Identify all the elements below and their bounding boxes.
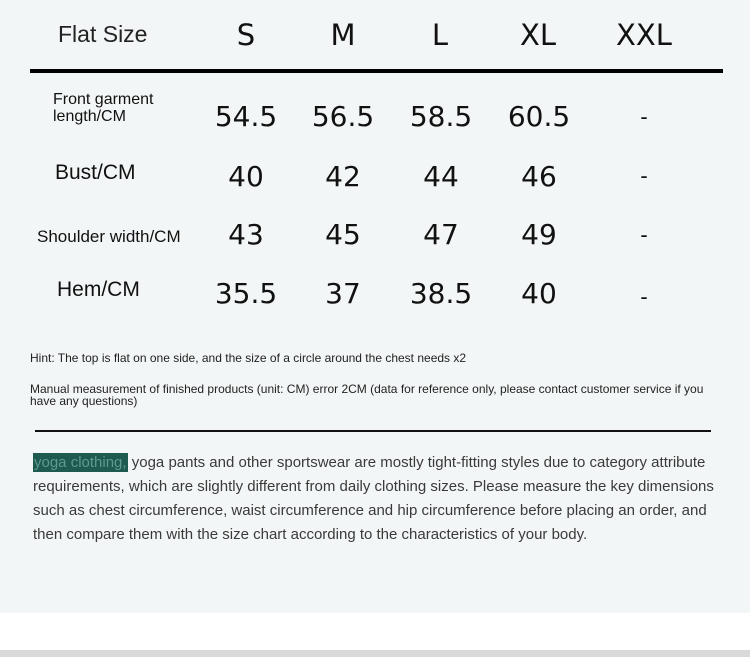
cell-bust-l: 44 — [423, 160, 459, 193]
hint-note: Hint: The top is flat on one side, and the size of a circle around the chest needs x2 — [30, 351, 467, 365]
row-label-hem: Hem/CM — [57, 278, 140, 301]
size-advice-paragraph — [33, 451, 723, 547]
cell-front-length-m: 56.5 — [311, 100, 375, 133]
row-label-bust: Bust/CM — [55, 161, 136, 184]
cell-shoulder-xl: 49 — [521, 218, 557, 251]
cell-hem-m: 37 — [325, 277, 361, 310]
header-divider — [30, 69, 723, 73]
cell-shoulder-s: 43 — [228, 218, 264, 251]
size-header-m: M — [330, 18, 356, 52]
cell-hem-s: 35.5 — [214, 277, 278, 310]
cell-bust-xl: 46 — [521, 160, 557, 193]
cell-bust-xxl: - — [640, 163, 648, 188]
cell-bust-m: 42 — [325, 160, 361, 193]
cell-front-length-xxl: - — [640, 104, 648, 129]
highlighted-text: yoga clothing, — [34, 454, 127, 471]
cell-shoulder-xxl: - — [640, 222, 648, 247]
cell-bust-s: 40 — [228, 160, 264, 193]
size-header-l: L — [431, 18, 449, 52]
cell-front-length-l: 58.5 — [409, 100, 473, 133]
cell-front-length-s: 54.5 — [214, 100, 278, 133]
cell-hem-l: 38.5 — [409, 277, 473, 310]
size-header-s: S — [236, 18, 256, 52]
section-divider — [35, 430, 711, 432]
row-label-front-length-line2: length/CM — [53, 108, 126, 125]
cell-shoulder-l: 47 — [423, 218, 459, 251]
cut-off-text-line — [33, 544, 393, 552]
cell-shoulder-m: 45 — [325, 218, 361, 251]
row-label-front-length — [53, 91, 203, 125]
size-header-xl: XL — [519, 18, 557, 52]
cell-front-length-xl: 60.5 — [507, 100, 571, 133]
row-label-shoulder: Shoulder width/CM — [37, 227, 181, 246]
cell-hem-xl: 40 — [521, 277, 557, 310]
row-label-front-length-line1: Front garment — [53, 91, 154, 108]
size-header-xxl: XXL — [616, 18, 672, 52]
bottom-edge-strip — [0, 650, 750, 657]
cell-hem-xxl: - — [640, 284, 648, 309]
advice-text: yoga pants and other sportswear are mostly tight-fitting styles due to category attribute requirements, which are slightly different from daily clothing sizes. Please measure the key dimensions such as chest circumference, waist circumference and hip circumference before placing an order, and then compare them with the size chart according to the characteristics of your body. — [33, 454, 714, 543]
measurement-note: Manual measurement of finished products (unit: CM) error 2CM (data for reference only, please contact customer service if you have any questions) — [30, 382, 704, 408]
flat-size-header: Flat Size — [58, 21, 148, 47]
